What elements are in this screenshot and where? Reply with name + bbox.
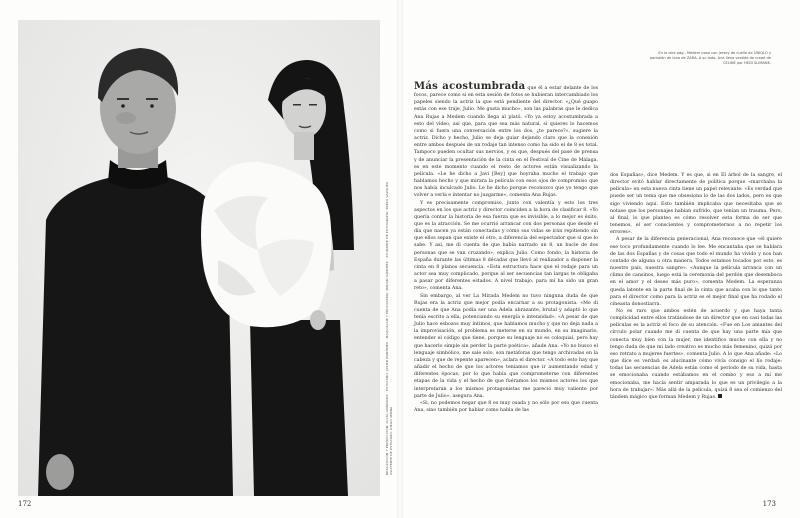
spine-gutter bbox=[397, 0, 403, 518]
article-paragraph bbox=[414, 83, 598, 200]
lead-in-caps: Más acostumbrada bbox=[414, 81, 526, 92]
article-paragraph: Sin embargo, al ver La Mirada Medem no tuvo ninguna duda de que Rujas era la actriz que mejor podía encarnar a su protagonista. «Me di cuenta de que Ana podía ser una Adela abrazante, brutal y adaptó lo que tenía escrito a ella, potenciando su energía e intensidad». «A pesar de que Julio hace esbozos muy íntimos, que hablamos mucho y que no deja nada a la improvisación, el problema es meterse en su mundo, en su imaginario, entender el código que tiene, porque su lenguaje no es coloquial, pero hay que hacerlo simple sin perder la parte poética», añade Ana. «Yo no busco el lenguaje simbólico, me sale solo, son metáforas que tengo archivadas en la cabeza y que de repente aparecen», aclara el director. «A todo esto hay que añadir el hecho de que los actores teníamos que ir aumentando edad y diferentes épocas, por lo que había que comprometerse con diferentes etapas de la vida y el hecho de que fuéramos los mismos actores los que interpretaran a los mismos protagonistas me pareció muy valiente por parte de Julio», asegura Ana. bbox=[414, 293, 598, 399]
article-column-2 bbox=[610, 172, 782, 401]
paragraph-text: No es raro que ambos estén de acuerdo y que haya tanta complicidad entre ellos tratándose de un director que en casi todas las películas es la actriz el foco de su atención. «Fue en Los amantes del círculo polar cuando me di cuenta de que hay una parte mía que conecta muy bien con la mujer, me identifico mucho con ella y no tengo duda de que mi lado creativo es mucho más femenino, quizá por eso retrato a mujeres fuertes», comenta Julio. A lo que Ana añade: «Lo que dice es verdad: es alucinante cómo vivía consigo el lío rodaje: todas las secuencias de Adela están como el periodo de su vida, hasta se emocionaba cuando estábamos en el combo y eso a mí me emocionaba, me hacía sentir amparada lo que es un privilegio a la hora de trabajar». Más allá de la película, quizá 8 sea el comienzo del tándem mágico que forman Medem y Rujas. bbox=[610, 308, 782, 400]
article-paragraph: Y es precisamente compromiso, junto con valentía y esto los tres aspectos en los que actriz y director coinciden a la hora de clasificar 8. «Yo quería contar la historia de esa fuerza que es invisible, a lo mejor es éxito, que es la atracción. Se me ocurrió arrancar con dos personas que desde el día que nacen ya están conectadas y cómo sus vidas se irán repitiendo sin que ellos sepan que existe el otro, a diferencia del espectador que sí que lo sabe. Y así, me di cuenta de que había narrado un 8, un bucle de dos personas que se van cruzando», explica Julio. Como fondo, la historia de España durante las últimas 8 décadas que llevó al realizador a disponer la cinta en 8 planos secuencia. «Esta estructura hace que el rodaje para un actor sea muy complicado, porque al ser secuencias tan largas te obligaba a pasar por diferentes estados. A nivel trabajo, para mí ha sido un gran reto», comenta Ana. bbox=[414, 200, 598, 292]
paragraph-text: que él a estar delante de los focos, parece como si en esta sesión de fotos se hubieran intercambiado los papeles siendo la actriz la que está pendiente del director. «¿Qué guapo estás con ese traje, Julio. Me gusta mucho», son las palabras que le dedica Ana Rujas a Medem cuando llega al plató. «Yo ya estoy acostumbrada a esto del vídeo, así que, para que sea más natural, si quieres lo hacemos como si fuera una conversación entre los dos, ¿te parece?», sugiere la actriz. Dicho y hecho, Julio se deja guiar dejando claro que la conexión entre ambos después de un rodaje tan intenso como ha sido el de 8 es total. Tampoco pueden ocultar sus nervios, y es que, después del pase de prensa y de anunciar la presentación de la cinta en el Festival de Cine de Málaga, es en este momento cuando el resto de actores están visualizando la película. «Le he dicho a Javi [Rey] que hoyraba mucho el trabajo que hablamos hecho y que mirara la película con esos ojos de compromiso que nos había inculcado Julio. Le he dicho porque reconozco que yo tengo que volver a verla e intentar no juzgarme», comenta Ana Rujas. bbox=[414, 86, 599, 199]
article-paragraph: dos Españas», dice Medem. Y es que, si en El árbol de la sangre, el director evitó hablar directamente de política porque «marchaba la película» en esta nueva cinta tiene un papel relevante: «Es verdad que puede ser un tema que me obsesiona lo de las dos lados, pero es que sigo viviendo aquí. Esto también implicaba que necesitaba que se notase que los personajes habían sufrido, que tenían un trauma. Pero, al final, lo que planteo es cómo resolver esta forma de ser que tenemos, el ser conscientes y comprometernos a no repetir los errores». bbox=[610, 173, 782, 236]
article-column-1 bbox=[414, 83, 598, 414]
article-paragraph: «Si, no podemos negar que 8 es muy osada y no sólo por eso que cuenta Ana, sino también por hablar como habla de las bbox=[414, 400, 598, 414]
article-paragraph bbox=[610, 308, 782, 401]
portrait-photo bbox=[18, 20, 380, 496]
page-number-right: 173 bbox=[762, 500, 776, 508]
page-number-left: 172 bbox=[18, 500, 32, 508]
photo-credits: REALIZACIÓN Y PRODUCCIÓN: LUCÍA GONZÁLEZ · ESTILISMO: JAVIER MARTÍNEZ · MAQUILLAJE Y PELUQUERÍA: MIRIAM SÁNCHEZ · AYUDANTE DE FOTOGRAFÍA: PABLO VÁZQUEZ · ASISTENTE DE ESTILISMO: DIEGO SERNA bbox=[385, 179, 393, 475]
end-of-article-mark bbox=[718, 394, 722, 398]
portrait-illustration bbox=[18, 20, 380, 496]
photo-caption: En la otra pág., Medem posa con jersey de cuello de UNIQLO y pantalón de lana de ZARA. A su lado, Ana lleva vestido de crepé de CELINE por HEDI SLIMANE. bbox=[649, 51, 771, 66]
article-paragraph: A pesar de la diferencia generacional, Ana reconoce que «él quiere ese toco profundamente cuando lo lee. Me encantaba que se hablara de las dos Españas y de cosas que todo el mundo ha vivido y nos han contado de alguna u otra manera. Todos estamos tocados por esto, es nuestro país, nuestra sangre». «Aunque la película arranca con un clima de cansinos, luego está la ceremonia del perdón que desemboca en el amor y el deseo más puro», comenta Medem. La esperanza queda latente en la parte final de la cinta que acaba con lo que tanto para el director como para la actriz es el mejor final que ha rodado el cineasta donostiarra. bbox=[610, 237, 782, 307]
